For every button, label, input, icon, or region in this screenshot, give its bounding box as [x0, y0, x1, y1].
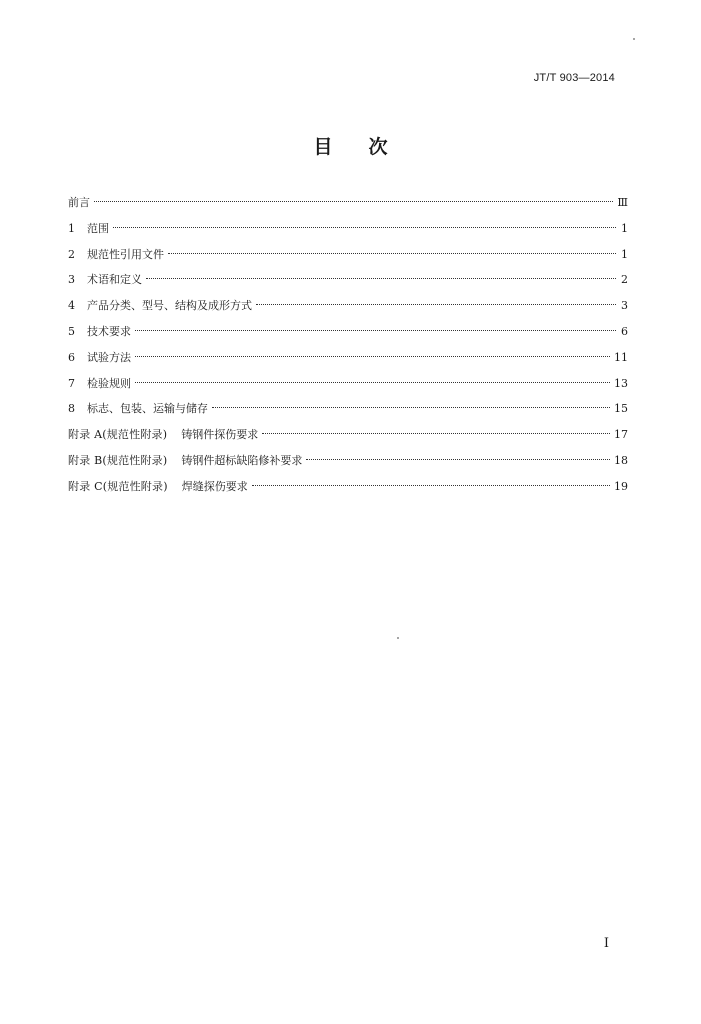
toc-entry-page: 11 — [614, 350, 628, 364]
annex-title: 焊缝探伤要求 — [181, 479, 248, 493]
toc-entry-1[interactable] — [68, 216, 628, 242]
dot-leader — [113, 227, 616, 228]
dot-leader — [135, 382, 610, 383]
toc-entry-page: 1 — [621, 247, 628, 261]
toc-entry-number: 2 — [68, 247, 75, 261]
annex-label: 附录 B(规范性附录) — [68, 453, 168, 467]
toc-entry-label: 规范性引用文件 — [87, 247, 164, 261]
standard-code: JT/T 903—2014 — [533, 72, 615, 84]
toc-entry-page: 13 — [614, 376, 628, 390]
toc-entry-page: 18 — [614, 453, 628, 467]
scan-speck — [633, 38, 635, 40]
table-of-contents — [68, 190, 628, 500]
dot-leader — [135, 330, 616, 331]
toc-entry-page: 19 — [614, 479, 628, 493]
toc-title-char-2: 次 — [368, 136, 388, 158]
scan-speck — [397, 637, 399, 639]
toc-entry-page: 6 — [621, 324, 628, 338]
toc-entry-7[interactable] — [68, 371, 628, 397]
toc-entry-3[interactable] — [68, 267, 628, 293]
toc-entry-number: 4 — [68, 299, 75, 313]
toc-entry-label: 标志、包装、运输与储存 — [87, 402, 208, 416]
toc-annex-c[interactable] — [68, 474, 628, 500]
toc-entry-number: 6 — [68, 350, 75, 364]
dot-leader — [262, 433, 610, 434]
dot-leader — [212, 407, 610, 408]
toc-annex-b[interactable] — [68, 448, 628, 474]
toc-entry-label: 技术要求 — [87, 324, 131, 338]
toc-entry-6[interactable] — [68, 345, 628, 371]
dot-leader — [94, 201, 613, 202]
dot-leader — [168, 253, 616, 254]
toc-entry-number: 3 — [68, 273, 75, 287]
toc-entry-label: 范围 — [87, 221, 109, 235]
toc-entry-label: 试验方法 — [87, 350, 131, 364]
toc-entry-label: 产品分类、型号、结构及成形方式 — [87, 299, 252, 313]
toc-entry-2[interactable] — [68, 242, 628, 268]
toc-entry-page: 2 — [621, 273, 628, 287]
toc-entry-page: 17 — [614, 428, 628, 442]
toc-entry-number: 5 — [68, 324, 75, 338]
dot-leader — [252, 485, 610, 486]
page-number: I — [603, 936, 609, 951]
toc-entry-label: 前言 — [68, 196, 90, 209]
annex-label: 附录 C(规范性附录) — [68, 479, 168, 493]
toc-entry-8[interactable] — [68, 396, 628, 422]
toc-entry-label: 检验规则 — [87, 376, 131, 390]
toc-entry-foreword[interactable] — [68, 190, 628, 216]
dot-leader — [146, 278, 616, 279]
toc-title — [0, 132, 701, 159]
toc-entry-page: 3 — [621, 299, 628, 313]
toc-annex-a[interactable] — [68, 422, 628, 448]
toc-entry-number: 8 — [68, 402, 75, 416]
toc-entry-5[interactable] — [68, 319, 628, 345]
annex-title: 铸钢件探伤要求 — [181, 428, 259, 442]
dot-leader — [135, 356, 610, 357]
dot-leader — [256, 304, 616, 305]
toc-entry-number: 7 — [68, 376, 75, 390]
toc-title-char-1: 目 — [313, 136, 333, 158]
toc-entry-page: 15 — [614, 402, 628, 416]
annex-label: 附录 A(规范性附录) — [68, 428, 168, 442]
toc-entry-label: 术语和定义 — [87, 273, 142, 287]
dot-leader — [306, 459, 610, 460]
toc-entry-page: Ⅲ — [617, 196, 628, 209]
toc-entry-page: 1 — [621, 221, 628, 235]
toc-entry-number: 1 — [68, 221, 75, 235]
toc-entry-4[interactable] — [68, 293, 628, 319]
annex-title: 铸钢件超标缺陷修补要求 — [181, 453, 303, 467]
